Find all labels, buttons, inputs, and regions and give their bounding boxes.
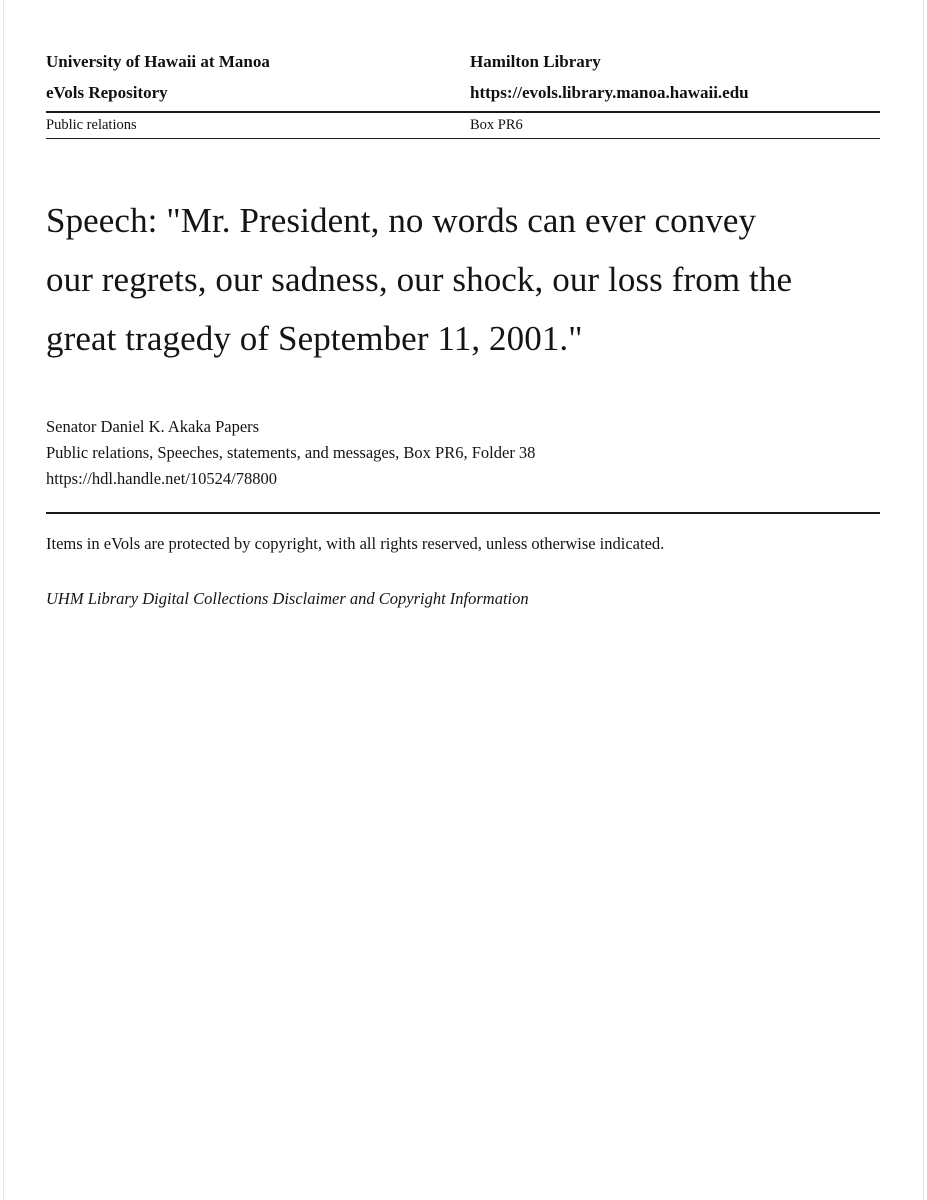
repository-name: eVols Repository xyxy=(46,83,168,102)
box-label: Box PR6 xyxy=(470,117,523,133)
library-name: Hamilton Library xyxy=(470,52,601,71)
page-content xyxy=(46,46,880,611)
header-divider-bottom xyxy=(46,138,880,139)
page-edge-right xyxy=(923,0,924,1200)
disclaimer-link[interactable]: UHM Library Digital Collections Disclaimer and Copyright Information xyxy=(46,589,529,608)
page-edge-left xyxy=(3,0,4,1200)
citation-divider xyxy=(46,512,880,514)
citation-collection: Senator Daniel K. Akaka Papers xyxy=(46,417,260,436)
institution-name: University of Hawaii at Manoa xyxy=(46,52,270,71)
page-title: Speech: "Mr. President, no words can ever convey our regrets, our sadness, our shock, our loss from the great tragedy of September 11, 2001." xyxy=(46,201,793,358)
citation-handle[interactable]: https://hdl.handle.net/10524/78800 xyxy=(46,469,277,488)
rights-statement: Items in eVols are protected by copyright, with all rights reserved, unless otherwise indicated. xyxy=(46,534,665,553)
header-block xyxy=(46,46,880,139)
header-row-primary xyxy=(46,46,880,77)
header-row-collection xyxy=(46,113,880,138)
repository-url[interactable]: https://evols.library.manoa.hawaii.edu xyxy=(470,83,749,102)
citation-location: Public relations, Speeches, statements, and messages, Box PR6, Folder 38 xyxy=(46,443,536,462)
header-row-secondary xyxy=(46,77,880,108)
citation-block xyxy=(46,414,880,492)
collection-series: Public relations xyxy=(46,117,137,133)
